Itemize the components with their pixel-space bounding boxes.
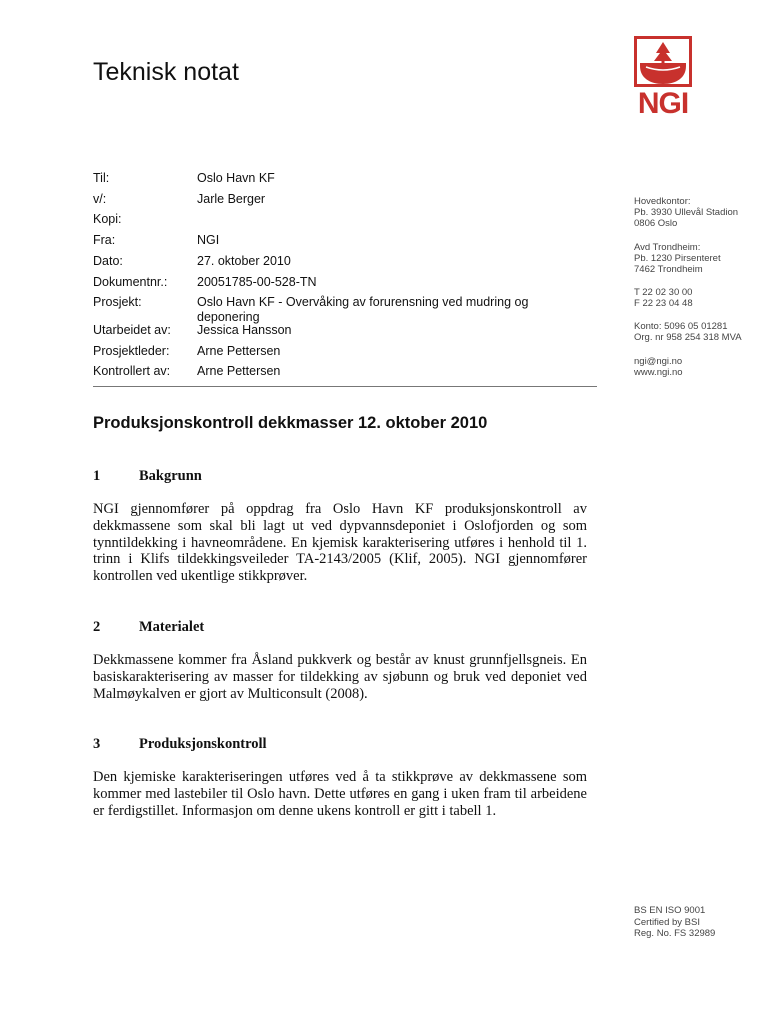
meta-value: 20051785-00-528-TN (197, 275, 317, 289)
sidebar-line: Avd Trondheim: (634, 242, 701, 253)
ngi-emblem-icon (634, 36, 692, 88)
meta-label: Kopi: (93, 212, 122, 226)
section-number: 1 (93, 468, 101, 484)
meta-value: Jarle Berger (197, 192, 266, 206)
certification-line: Reg. No. FS 32989 (634, 928, 716, 939)
page-title: Teknisk notat (93, 58, 239, 86)
meta-label: Dato: (93, 254, 123, 268)
meta-value: 27. oktober 2010 (197, 254, 291, 268)
sidebar-line: ngi@ngi.no (634, 356, 683, 367)
meta-label: Til: (93, 171, 110, 185)
sidebar-line: Konto: 5096 05 01281 (634, 321, 728, 332)
meta-label: Prosjekt: (93, 295, 142, 309)
sidebar-trondheim (634, 242, 721, 275)
ngi-logo-text: NGI (637, 87, 689, 120)
header-divider (93, 386, 597, 387)
section-number: 3 (93, 736, 101, 752)
section-title: Materialet (139, 619, 205, 635)
meta-value: NGI (197, 233, 220, 247)
certification-line: Certified by BSI (634, 916, 700, 928)
meta-value: Oslo Havn KF (197, 171, 275, 185)
section-paragraph: NGI gjennomfører på oppdrag fra Oslo Havn KF produksjonskontroll av dekkmassene som skal bli lagt ut ved dypvannsdeponiet i Oslofjorden og som tynntildekking i havneområdene. En kjemisk karakterisering utføres i henhold til 1. trinn i Klifs tildekkingsveileder TA-2143/2005 (Klif, 2005). NGI gjennomfører kontrollen ved ukentlige stikkprøver. (93, 501, 587, 585)
section-paragraph: Dekkmassene kommer fra Åsland pukkverk og består av knust grunnfjellsgneis. En basiskarakterisering av masser for tildekking av sjøbunn og bruk ved deponiet ved Malmøykalven er gjort av Multiconsult (2008). (93, 652, 587, 702)
section-paragraph: Den kjemiske karakteriseringen utføres ved å ta stikkprøve av dekkmassene som kommer med lastebiler til Oslo havn. Dette utføres en gang i uken fram til arbeidene er ferdigstillet. Informasjon om denne ukens kontroll er gitt i tabell 1. (93, 769, 587, 819)
sidebar-line: Pb. 3930 Ullevål Stadion (634, 207, 739, 218)
section-number: 2 (93, 619, 101, 635)
meta-label: Dokumentnr.: (93, 275, 168, 289)
section-title: Produksjonskontroll (139, 736, 267, 752)
meta-label: Fra: (93, 233, 116, 247)
sidebar-line: Hovedkontor: (634, 196, 691, 207)
section-title: Bakgrunn (139, 468, 202, 484)
meta-label: Kontrollert av: (93, 364, 171, 378)
sidebar-phone (634, 287, 693, 309)
sidebar-line: Org. nr 958 254 318 MVA (634, 332, 742, 343)
sidebar-line: T 22 02 30 00 (634, 287, 693, 298)
meta-label: Prosjektleder: (93, 344, 170, 358)
meta-value: Oslo Havn KF - Overvåking av forurensning ved mudring og deponering (197, 295, 529, 324)
meta-value: Jessica Hansson (197, 323, 292, 337)
meta-value: Arne Pettersen (197, 364, 281, 378)
sidebar-line: 7462 Trondheim (634, 264, 703, 275)
certification-line: BS EN ISO 9001 (634, 905, 706, 916)
sidebar-web (634, 356, 683, 378)
meta-label: v/: (93, 192, 107, 206)
sidebar-hq (634, 196, 738, 229)
sidebar-line: www.ngi.no (634, 367, 683, 378)
meta-value: Arne Pettersen (197, 344, 281, 358)
sidebar-line: F 22 23 04 48 (634, 298, 693, 309)
sidebar-line: 0806 Oslo (634, 218, 678, 229)
meta-label: Utarbeidet av: (93, 323, 171, 337)
ngi-logo (634, 36, 692, 120)
sidebar-line: Pb. 1230 Pirsenteret (634, 253, 721, 264)
document-heading: Produksjonskontroll dekkmasser 12. oktober 2010 (93, 414, 488, 432)
sidebar-bank (634, 321, 742, 343)
certification-note (634, 905, 715, 940)
